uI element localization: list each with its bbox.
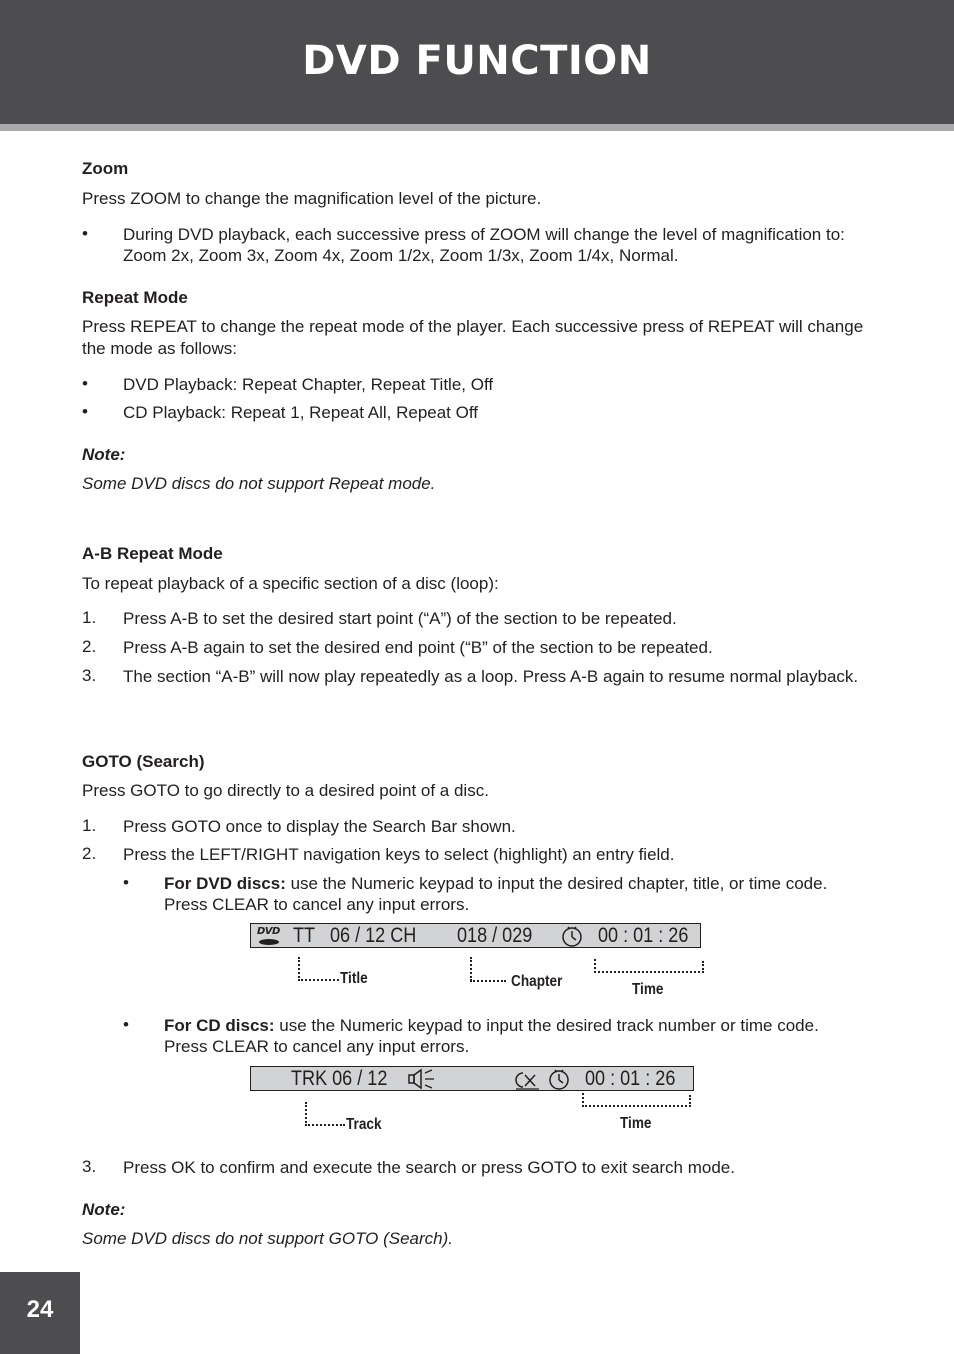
- chapter-callout-line: [470, 957, 472, 981]
- clock-icon: [548, 1069, 570, 1097]
- dvd-tt-label: TT: [293, 924, 316, 947]
- step-number: 3.: [82, 1157, 97, 1176]
- time-callout-line: [702, 961, 704, 973]
- bullet-marker: •: [123, 1015, 129, 1034]
- track-callout-line: [305, 1102, 307, 1126]
- time-callout-line: [594, 971, 704, 973]
- zoom-heading: Zoom: [82, 159, 129, 178]
- repeat-off-icon: [513, 1069, 541, 1097]
- step-number: 1.: [82, 816, 97, 835]
- step-number: 1.: [82, 608, 97, 627]
- repeat-heading: Repeat Mode: [82, 288, 188, 307]
- clock-icon: [561, 926, 583, 954]
- header-divider: [0, 124, 954, 131]
- repeat-intro: Press REPEAT to change the repeat mode of the player. Each successive press of REPEAT will change the mode as follows:: [82, 317, 864, 358]
- time-callout-label: Time: [632, 981, 664, 998]
- dvd-chapter-value: 018 / 029: [457, 924, 533, 947]
- goto-step-text: Press the LEFT/RIGHT navigation keys to select (highlight) an entry field.: [123, 845, 675, 864]
- cd-time-value: 00 : 01 : 26: [585, 1067, 676, 1090]
- goto-step-text: Press OK to confirm and execute the search or press GOTO to exit search mode.: [123, 1158, 735, 1177]
- goto-intro: Press GOTO to go directly to a desired point of a disc.: [82, 781, 489, 800]
- ab-step-text: The section “A-B” will now play repeatedly as a loop. Press A-B again to resume normal playback.: [123, 667, 859, 686]
- ab-intro: To repeat playback of a specific section of a disc (loop):: [82, 574, 499, 593]
- goto-note-text: Some DVD discs do not support GOTO (Search).: [82, 1229, 453, 1248]
- zoom-bullet-text: During DVD playback, each successive press of ZOOM will change the level of magnification to: Zoom 2x, Zoom 3x, Zoom 4x, Zoom 1/2x, Zoom 1/3x, Zoom 1/4x, Normal.: [123, 225, 845, 265]
- cd-track-value: TRK 06 / 12: [291, 1067, 388, 1090]
- bullet-marker: •: [82, 402, 88, 421]
- dvd-title-chapter-value: 06 / 12 CH: [330, 924, 417, 947]
- goto-cd-text: [164, 1015, 854, 1057]
- speaker-icon: [407, 1068, 439, 1096]
- bullet-marker: •: [82, 224, 88, 243]
- page-title: DVD FUNCTION: [302, 38, 652, 84]
- track-callout-line: [305, 1124, 345, 1126]
- chapter-callout-line: [470, 980, 506, 982]
- repeat-bullet-dvd: DVD Playback: Repeat Chapter, Repeat Title, Off: [123, 375, 494, 394]
- ab-step-text: Press A-B again to set the desired end point (“B” of the section to be repeated.: [123, 638, 713, 657]
- goto-heading: GOTO (Search): [82, 752, 205, 771]
- goto-note-label: Note:: [82, 1200, 126, 1219]
- dvd-search-bar: [250, 923, 701, 948]
- repeat-note-text: Some DVD discs do not support Repeat mode.: [82, 474, 436, 493]
- dvd-logo-icon: DVD: [257, 926, 285, 946]
- time-callout-line: [689, 1095, 691, 1107]
- page-header: [0, 0, 954, 124]
- track-callout-label: Track: [346, 1116, 382, 1133]
- goto-cd-desc: use the Numeric keypad to input the desired track number or time code. Press CLEAR to cancel any input errors.: [164, 1016, 819, 1056]
- page-number: 24: [26, 1296, 54, 1323]
- chapter-callout-label: Chapter: [511, 973, 563, 990]
- ab-step-text: Press A-B to set the desired start point (“A”) of the section to be repeated.: [123, 609, 677, 628]
- zoom-intro: Press ZOOM to change the magnification level of the picture.: [82, 189, 542, 208]
- time-callout-line: [582, 1105, 691, 1107]
- time-callout-label: Time: [620, 1115, 652, 1132]
- goto-dvd-desc: use the Numeric keypad to input the desired chapter, title, or time code. Press CLEAR to cancel any input errors.: [164, 874, 828, 914]
- goto-dvd-label: For DVD discs:: [164, 874, 286, 893]
- goto-step-text: Press GOTO once to display the Search Bar shown.: [123, 817, 516, 836]
- ab-heading: A-B Repeat Mode: [82, 544, 223, 563]
- repeat-note-label: Note:: [82, 445, 126, 464]
- goto-dvd-text: [164, 873, 854, 915]
- title-callout-line: [298, 957, 300, 981]
- dvd-time-value: 00 : 01 : 26: [598, 924, 689, 947]
- title-callout-line: [298, 979, 339, 981]
- cd-search-bar: [250, 1066, 694, 1091]
- step-number: 3.: [82, 666, 97, 685]
- bullet-marker: •: [82, 374, 88, 393]
- step-number: 2.: [82, 844, 97, 863]
- bullet-marker: •: [123, 873, 129, 892]
- title-callout-label: Title: [340, 970, 368, 987]
- step-number: 2.: [82, 637, 97, 656]
- repeat-bullet-cd: CD Playback: Repeat 1, Repeat All, Repeat Off: [123, 403, 478, 422]
- goto-cd-label: For CD discs:: [164, 1016, 275, 1035]
